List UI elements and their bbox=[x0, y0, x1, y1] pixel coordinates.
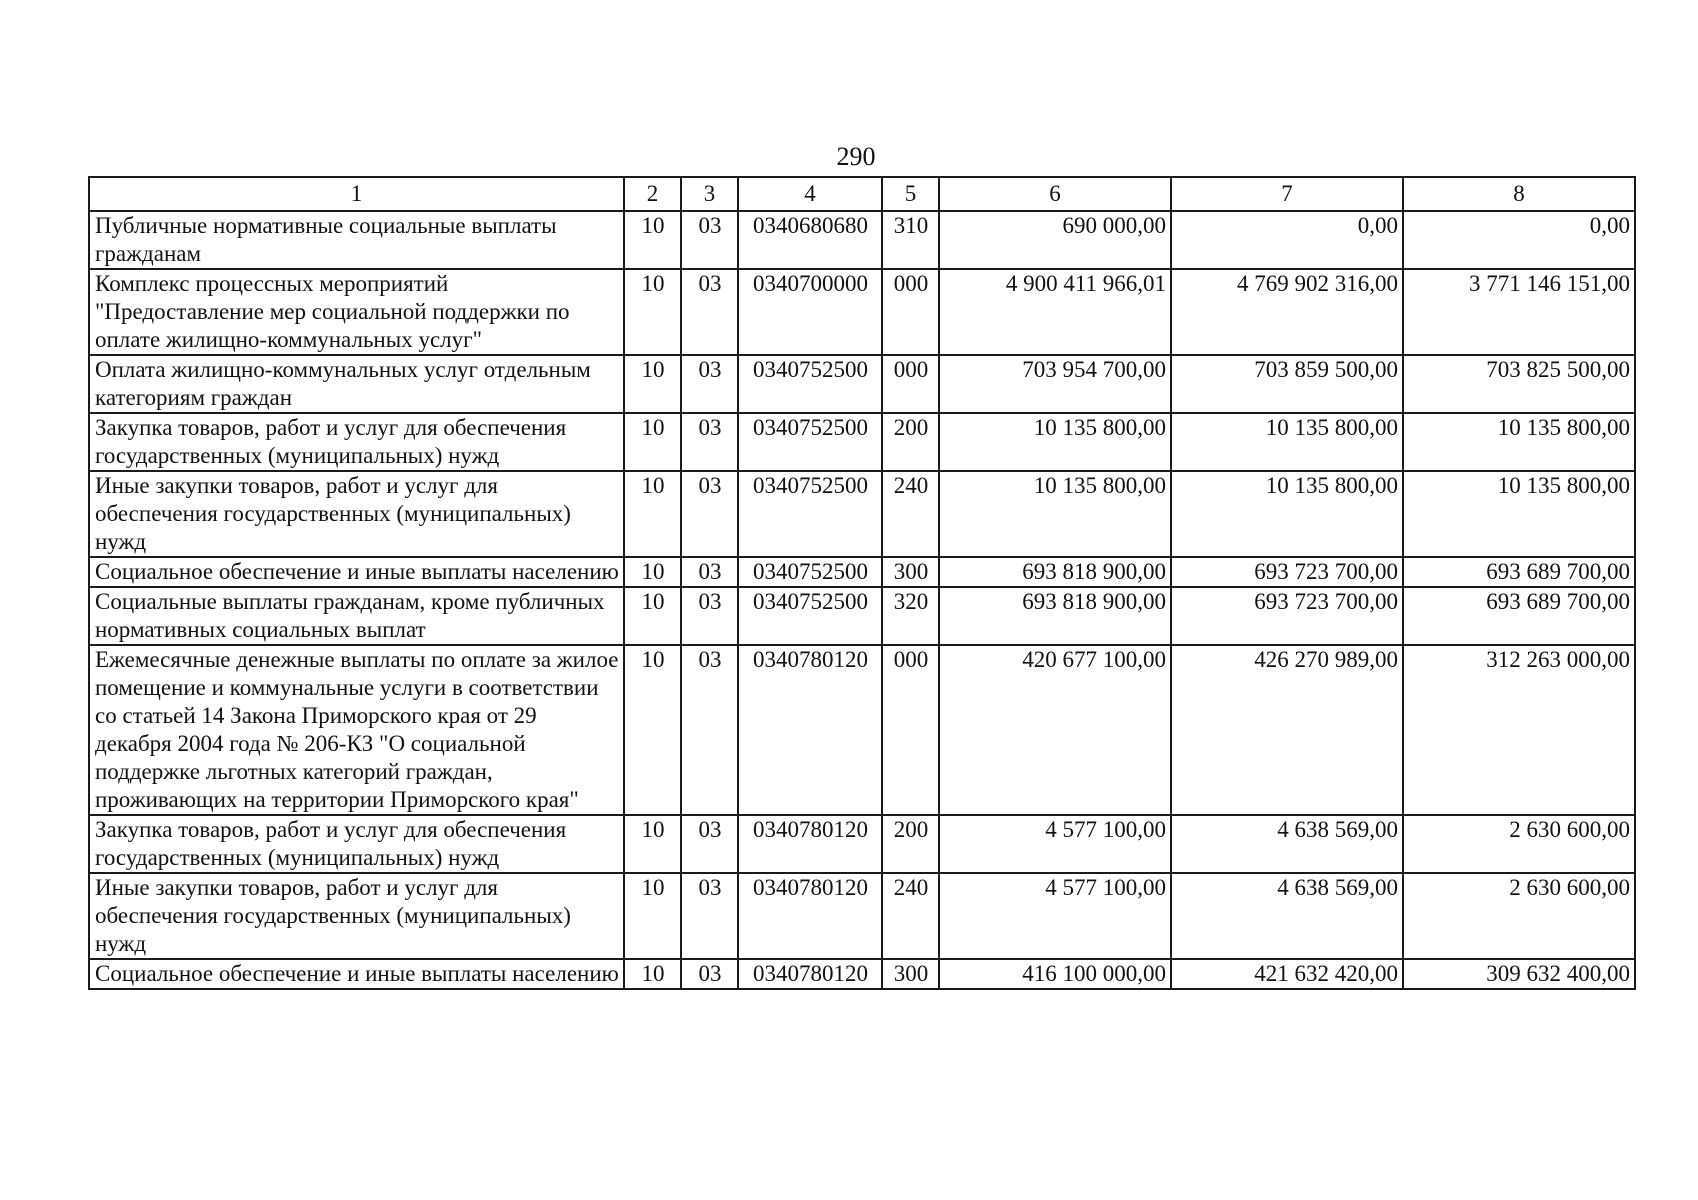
target-article-cell: 0340680680 bbox=[738, 211, 882, 269]
amount-col7-cell: 426 270 989,00 bbox=[1171, 645, 1403, 815]
table-row bbox=[89, 557, 1635, 587]
column-header: 4 bbox=[738, 177, 882, 211]
amount-col8-cell: 693 689 700,00 bbox=[1403, 587, 1635, 645]
row-name-cell: Закупка товаров, работ и услуг для обеспечения государственных (муниципальных) нужд bbox=[89, 413, 624, 471]
target-article-cell: 0340752500 bbox=[738, 355, 882, 413]
amount-col6-cell: 416 100 000,00 bbox=[939, 959, 1171, 989]
row-name-cell: Оплата жилищно-коммунальных услуг отдельным категориям граждан bbox=[89, 355, 624, 413]
section-code-cell: 10 bbox=[624, 645, 681, 815]
amount-col8-cell: 312 263 000,00 bbox=[1403, 645, 1635, 815]
target-article-cell: 0340752500 bbox=[738, 587, 882, 645]
amount-col6-cell: 690 000,00 bbox=[939, 211, 1171, 269]
table-row bbox=[89, 645, 1635, 815]
amount-col8-cell: 703 825 500,00 bbox=[1403, 355, 1635, 413]
target-article-cell: 0340780120 bbox=[738, 873, 882, 959]
table-row bbox=[89, 873, 1635, 959]
subsection-code-cell: 03 bbox=[681, 587, 738, 645]
subsection-code-cell: 03 bbox=[681, 211, 738, 269]
amount-col7-cell: 421 632 420,00 bbox=[1171, 959, 1403, 989]
section-code-cell: 10 bbox=[624, 815, 681, 873]
expense-type-cell: 000 bbox=[882, 269, 939, 355]
row-name-cell: Комплекс процессных мероприятий "Предоставление мер социальной поддержки по оплате жилищно-коммунальных услуг" bbox=[89, 269, 624, 355]
amount-col8-cell: 2 630 600,00 bbox=[1403, 873, 1635, 959]
amount-col8-cell: 3 771 146 151,00 bbox=[1403, 269, 1635, 355]
table-row bbox=[89, 413, 1635, 471]
subsection-code-cell: 03 bbox=[681, 557, 738, 587]
expense-type-cell: 200 bbox=[882, 815, 939, 873]
table-row bbox=[89, 355, 1635, 413]
amount-col7-cell: 10 135 800,00 bbox=[1171, 413, 1403, 471]
expense-type-cell: 320 bbox=[882, 587, 939, 645]
column-header: 8 bbox=[1403, 177, 1635, 211]
amount-col6-cell: 420 677 100,00 bbox=[939, 645, 1171, 815]
target-article-cell: 0340700000 bbox=[738, 269, 882, 355]
budget-table bbox=[88, 176, 1636, 990]
row-name-cell: Социальное обеспечение и иные выплаты населению bbox=[89, 959, 624, 989]
page-number: 290 bbox=[836, 142, 876, 171]
amount-col6-cell: 4 577 100,00 bbox=[939, 815, 1171, 873]
section-code-cell: 10 bbox=[624, 873, 681, 959]
row-name-cell: Социальное обеспечение и иные выплаты населению bbox=[89, 557, 624, 587]
row-name-cell: Социальные выплаты гражданам, кроме публичных нормативных социальных выплат bbox=[89, 587, 624, 645]
expense-type-cell: 000 bbox=[882, 355, 939, 413]
expense-type-cell: 000 bbox=[882, 645, 939, 815]
amount-col6-cell: 10 135 800,00 bbox=[939, 471, 1171, 557]
target-article-cell: 0340752500 bbox=[738, 471, 882, 557]
table-row bbox=[89, 211, 1635, 269]
target-article-cell: 0340780120 bbox=[738, 645, 882, 815]
row-name-cell: Иные закупки товаров, работ и услуг для обеспечения государственных (муниципальных) нужд bbox=[89, 471, 624, 557]
column-header: 7 bbox=[1171, 177, 1403, 211]
amount-col6-cell: 703 954 700,00 bbox=[939, 355, 1171, 413]
amount-col8-cell: 0,00 bbox=[1403, 211, 1635, 269]
section-code-cell: 10 bbox=[624, 959, 681, 989]
subsection-code-cell: 03 bbox=[681, 471, 738, 557]
amount-col6-cell: 4 577 100,00 bbox=[939, 873, 1171, 959]
amount-col8-cell: 309 632 400,00 bbox=[1403, 959, 1635, 989]
target-article-cell: 0340752500 bbox=[738, 557, 882, 587]
expense-type-cell: 240 bbox=[882, 873, 939, 959]
table-row bbox=[89, 587, 1635, 645]
target-article-cell: 0340752500 bbox=[738, 413, 882, 471]
table-row bbox=[89, 269, 1635, 355]
amount-col7-cell: 693 723 700,00 bbox=[1171, 557, 1403, 587]
section-code-cell: 10 bbox=[624, 557, 681, 587]
subsection-code-cell: 03 bbox=[681, 959, 738, 989]
amount-col7-cell: 0,00 bbox=[1171, 211, 1403, 269]
subsection-code-cell: 03 bbox=[681, 645, 738, 815]
amount-col8-cell: 693 689 700,00 bbox=[1403, 557, 1635, 587]
table-row bbox=[89, 471, 1635, 557]
section-code-cell: 10 bbox=[624, 471, 681, 557]
expense-type-cell: 240 bbox=[882, 471, 939, 557]
section-code-cell: 10 bbox=[624, 413, 681, 471]
column-header: 6 bbox=[939, 177, 1171, 211]
column-header: 1 bbox=[89, 177, 624, 211]
amount-col7-cell: 703 859 500,00 bbox=[1171, 355, 1403, 413]
section-code-cell: 10 bbox=[624, 355, 681, 413]
amount-col7-cell: 10 135 800,00 bbox=[1171, 471, 1403, 557]
section-code-cell: 10 bbox=[624, 211, 681, 269]
table-row bbox=[89, 815, 1635, 873]
column-header: 3 bbox=[681, 177, 738, 211]
amount-col7-cell: 4 769 902 316,00 bbox=[1171, 269, 1403, 355]
row-name-cell: Закупка товаров, работ и услуг для обеспечения государственных (муниципальных) нужд bbox=[89, 815, 624, 873]
subsection-code-cell: 03 bbox=[681, 413, 738, 471]
subsection-code-cell: 03 bbox=[681, 355, 738, 413]
target-article-cell: 0340780120 bbox=[738, 959, 882, 989]
amount-col6-cell: 693 818 900,00 bbox=[939, 557, 1171, 587]
column-header: 5 bbox=[882, 177, 939, 211]
amount-col8-cell: 2 630 600,00 bbox=[1403, 815, 1635, 873]
subsection-code-cell: 03 bbox=[681, 269, 738, 355]
section-code-cell: 10 bbox=[624, 269, 681, 355]
subsection-code-cell: 03 bbox=[681, 815, 738, 873]
row-name-cell: Ежемесячные денежные выплаты по оплате за жилое помещение и коммунальные услуги в соответствии со статьей 14 Закона Приморского края от 29 декабря 2004 года № 206-КЗ "О социальной поддержке льготных категорий граждан, проживающих на территории Приморского края" bbox=[89, 645, 624, 815]
amount-col7-cell: 693 723 700,00 bbox=[1171, 587, 1403, 645]
amount-col6-cell: 4 900 411 966,01 bbox=[939, 269, 1171, 355]
amount-col6-cell: 10 135 800,00 bbox=[939, 413, 1171, 471]
row-name-cell: Публичные нормативные социальные выплаты гражданам bbox=[89, 211, 624, 269]
target-article-cell: 0340780120 bbox=[738, 815, 882, 873]
expense-type-cell: 310 bbox=[882, 211, 939, 269]
amount-col7-cell: 4 638 569,00 bbox=[1171, 873, 1403, 959]
amount-col8-cell: 10 135 800,00 bbox=[1403, 413, 1635, 471]
expense-type-cell: 300 bbox=[882, 557, 939, 587]
column-header: 2 bbox=[624, 177, 681, 211]
amount-col8-cell: 10 135 800,00 bbox=[1403, 471, 1635, 557]
expense-type-cell: 300 bbox=[882, 959, 939, 989]
section-code-cell: 10 bbox=[624, 587, 681, 645]
header-row bbox=[89, 177, 1635, 211]
row-name-cell: Иные закупки товаров, работ и услуг для обеспечения государственных (муниципальных) нужд bbox=[89, 873, 624, 959]
subsection-code-cell: 03 bbox=[681, 873, 738, 959]
table-row bbox=[89, 959, 1635, 989]
amount-col7-cell: 4 638 569,00 bbox=[1171, 815, 1403, 873]
amount-col6-cell: 693 818 900,00 bbox=[939, 587, 1171, 645]
expense-type-cell: 200 bbox=[882, 413, 939, 471]
